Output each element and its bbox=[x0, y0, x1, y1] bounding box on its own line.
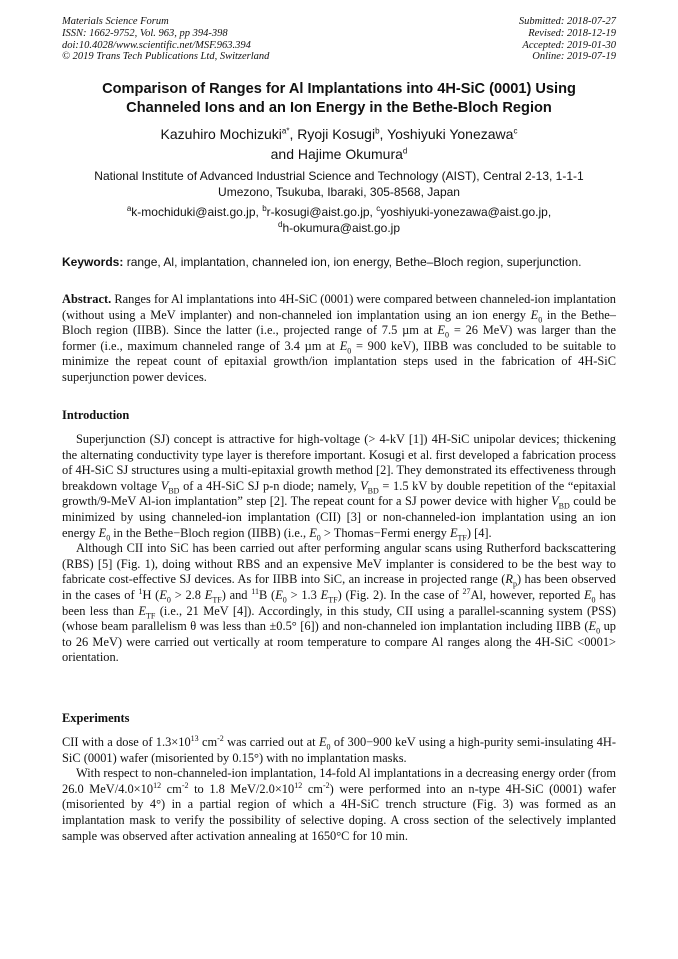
text: Superjunction (SJ) concept is attractive for high-voltage (> 4-kV [1]) 4H-SiC unipolar devices; thickening the alternating conductivity type layer is therefore important. Kosugi et al. first developed a fabrication process of 4H-SiC SJ structures using a multi-epitaxial growth method [2]. They demonstrated its effectiveness through breakdown voltage bbox=[62, 432, 616, 493]
abstract-text: in the Bethe–Bloch region (IIBB). Since the latter (i.e., projected range of 7.5 µm at bbox=[62, 307, 616, 338]
text: > 2.8 bbox=[174, 587, 201, 602]
symbol: E bbox=[309, 525, 317, 540]
symbol: TF bbox=[328, 595, 338, 605]
text: of a 4H-SiC SJ p-n diode; namely, bbox=[183, 478, 357, 493]
symbol: 13 bbox=[190, 733, 199, 743]
symbol: 0 bbox=[106, 533, 111, 543]
symbol: 0 bbox=[326, 742, 331, 752]
symbol: 12 bbox=[294, 780, 303, 790]
section-heading: Introduction bbox=[62, 408, 130, 422]
journal-header-left bbox=[62, 16, 269, 63]
author-mark: a* bbox=[281, 126, 290, 136]
text: was carried out at bbox=[227, 735, 316, 749]
symbol: 0 bbox=[316, 533, 321, 543]
symbol: -2 bbox=[181, 780, 189, 790]
symbol: V bbox=[160, 478, 169, 493]
email-mark: c bbox=[376, 204, 381, 213]
symbol: -2 bbox=[217, 733, 224, 743]
author-name: Yoshiyuki Yonezawa bbox=[387, 126, 514, 142]
abstract-text: = 900 keV), IIBB was concluded to be suitable to minimize the repeat count of epitaxial growth/ion implantation steps used in the fabrication of 4H-SiC superjunction power devices. bbox=[62, 338, 616, 384]
email-link[interactable]: h-okumura@aist.go.jp bbox=[282, 221, 401, 235]
email-list bbox=[62, 204, 616, 236]
symbol: E bbox=[588, 619, 597, 634]
text: cm bbox=[166, 781, 182, 796]
email-link[interactable]: r-kosugi@aist.go.jp, bbox=[266, 205, 373, 219]
keywords bbox=[62, 254, 616, 270]
symbol: E bbox=[530, 307, 539, 322]
symbol: E bbox=[437, 323, 445, 338]
accepted-date: Accepted: 2019-01-30 bbox=[522, 39, 616, 51]
text: Although CII into SiC has been carried out after performing angular scans using Rutherford backscattering (RBS) [5] (Fig. 1), doing without RBS and an expensive MeV implanter is considered to be the best way to fabricate cost-effective SJ devices. As for IIBB into SiC, an increase in projected range ( bbox=[62, 541, 616, 587]
symbol: 12 bbox=[153, 780, 162, 790]
text: CII with a dose of 1.3×10 bbox=[62, 735, 191, 749]
text: has been less than bbox=[62, 587, 616, 618]
paragraph bbox=[62, 766, 616, 844]
abstract-label: Abstract. bbox=[62, 292, 112, 306]
symbol: 0 bbox=[282, 595, 287, 605]
affiliation-line-1: National Institute of Advanced Industrial Science and Technology (AIST), Central 2-13, 1-1-1 bbox=[94, 169, 584, 183]
symbol: -2 bbox=[322, 780, 330, 790]
experiments-body bbox=[62, 735, 616, 844]
symbol: TF bbox=[457, 533, 467, 543]
symbol: BD bbox=[168, 486, 180, 496]
symbol: E bbox=[138, 603, 147, 618]
symbol: BD bbox=[367, 486, 379, 496]
symbol: E bbox=[339, 338, 348, 353]
text: B ( bbox=[259, 587, 276, 602]
symbol: E bbox=[449, 525, 458, 540]
email-link[interactable]: k-mochiduki@aist.go.jp, bbox=[131, 205, 259, 219]
journal-header-right bbox=[519, 16, 616, 63]
author-list: Kazuhiro Mochizuki$^{a*}$, Ryoji Kosugi$^b$, Yoshiyuki Yonezawa$^c$ and Hajime Okumura$^d$ bbox=[160, 126, 518, 162]
symbol: 27 bbox=[462, 586, 471, 596]
text: cm bbox=[202, 735, 218, 749]
symbol: 0 bbox=[445, 330, 449, 340]
issn: ISSN: 1662-9752, Vol. 963, pp 394-398 bbox=[62, 27, 228, 39]
symbol: E bbox=[98, 525, 107, 540]
author-name: Kazuhiro Mochizuki bbox=[160, 126, 282, 142]
author-mark: d bbox=[402, 146, 408, 156]
text: to 1.8 MeV/2.0×10 bbox=[194, 781, 295, 796]
text: ) [4]. bbox=[466, 525, 492, 540]
copyright: © 2019 Trans Tech Publications Ltd, Switzerland bbox=[62, 51, 270, 63]
symbol: R bbox=[505, 572, 513, 587]
symbol: 0 bbox=[347, 346, 352, 356]
symbol: V bbox=[360, 478, 368, 493]
symbol: E bbox=[318, 735, 327, 749]
abstract-text: Ranges for Al implantations into 4H-SiC (0001) were compared between channeled-ion implantation (without using a MeV implanter) and non-channeled ion implantation using an ion energy bbox=[62, 292, 616, 322]
email-mark: d bbox=[277, 220, 283, 229]
submitted-date: Submitted: 2018-07-27 bbox=[518, 16, 616, 27]
revised-date: Revised: 2018-12-19 bbox=[528, 27, 616, 39]
conjunction: and bbox=[270, 146, 294, 162]
journal-name: Materials Science Forum bbox=[62, 16, 169, 27]
paragraph bbox=[62, 735, 616, 766]
introduction-body bbox=[62, 432, 616, 666]
title-line-2: Channeled Ions and an Ion Energy in the Bethe-Bloch Region bbox=[126, 100, 552, 116]
text: could be minimized by using channeled-ion implantation (CII) [3] or non-channeled-ion implantation using an ion energy bbox=[62, 494, 616, 540]
symbol: BD bbox=[558, 501, 570, 511]
symbol: p bbox=[512, 579, 517, 589]
title-line-1: Comparison of Ranges for Al Implantations into 4H-SiC (0001) Using bbox=[102, 81, 576, 97]
symbol: 0 bbox=[591, 595, 596, 605]
author-mark: b bbox=[375, 126, 380, 136]
text: ) has been observed in the cases of bbox=[62, 572, 617, 602]
text: H ( bbox=[142, 587, 160, 602]
doi: doi:10.4028/www.scientific.net/MSF.963.394 bbox=[62, 39, 251, 51]
author-name: Hajime Okumura bbox=[297, 146, 403, 162]
email-link[interactable]: yoshiyuki-yonezawa@aist.go.jp, bbox=[380, 205, 552, 219]
paper-title bbox=[62, 80, 616, 118]
symbol: 0 bbox=[596, 626, 601, 636]
section-heading: Experiments bbox=[62, 711, 130, 725]
abstract bbox=[62, 292, 616, 386]
symbol: TF bbox=[212, 595, 222, 605]
paragraph bbox=[62, 432, 616, 541]
author-mark: c bbox=[513, 126, 518, 136]
abstract-text: = 26 MeV) was larger than the former (i.e., maximum channeled range of 3.4 µm at bbox=[62, 323, 616, 353]
symbol: E bbox=[583, 587, 592, 602]
author-name: Ryoji Kosugi bbox=[297, 126, 376, 142]
text: With respect to non-channeled-ion implantation, 14-fold Al implantations in a decreasing energy order (from 26.0 MeV/4.0×10 bbox=[62, 766, 616, 796]
text: in the Bethe−Bloch region (IIBB) (i.e., bbox=[113, 525, 307, 540]
email-mark: a bbox=[126, 204, 132, 213]
paragraph bbox=[62, 541, 616, 666]
symbol: E bbox=[204, 587, 213, 602]
keywords-text: range, Al, implantation, channeled ion, ion energy, Bethe–Bloch region, superjunction. bbox=[126, 255, 582, 269]
text: > 1.3 bbox=[290, 587, 317, 602]
symbol: 1 bbox=[138, 586, 143, 596]
symbol: 11 bbox=[251, 586, 259, 596]
affiliation-line-2: Umezono, Tsukuba, Ibaraki, 305-8568, Japan bbox=[218, 185, 460, 199]
affiliation bbox=[62, 168, 616, 200]
text: Al, however, reported bbox=[470, 587, 581, 602]
text: ) were performed into an n-type 4H-SiC (0001) wafer (misoriented by 4°) in a partial region of which a 4H-SiC trench structure (Fig. 3) was formed as an implantation mask to verify the possibility of selective doping. A cross section of the selectively implanted sample was observed after activation annealing at 1650°C for 10 min. bbox=[62, 781, 616, 843]
text: ) and bbox=[221, 587, 248, 602]
email-mark: b bbox=[262, 204, 267, 213]
symbol: 0 bbox=[166, 595, 171, 605]
keywords-label: Keywords: bbox=[62, 255, 124, 269]
text: (i.e., 21 MeV [4]). Accordingly, in this study, CII using a parallel-scanning system (PSS) (whose beam parallelism θ was less than ±0.5° [6]) and non-channeled ion implantation including IIBB ( bbox=[62, 603, 616, 634]
text: cm bbox=[307, 781, 323, 796]
symbol: E bbox=[320, 587, 329, 602]
text: ) (Fig. 2). In the case of bbox=[337, 587, 459, 602]
symbol: E bbox=[275, 587, 283, 602]
text: > Thomas−Fermi energy bbox=[323, 525, 447, 540]
symbol: 0 bbox=[538, 315, 543, 325]
symbol: TF bbox=[146, 611, 156, 620]
symbol: V bbox=[551, 494, 559, 509]
text: = 1.5 kV by double repetition of the “epitaxial growth/9-MeV Al-ion implantation” step [2]. The repeat count for a SJ power device with higher bbox=[62, 478, 616, 509]
online-date: Online: 2019-07-19 bbox=[532, 51, 616, 63]
symbol: E bbox=[159, 587, 167, 602]
text: of 300−900 keV using a high-purity semi-insulating 4H-SiC (0001) wafer (misoriented by 0.15°) with no implantation masks. bbox=[62, 735, 616, 765]
text: up to 26 MeV) were carried out vertically at room temperature to compare Al ranges along the 4H-SiC <0001> orientation. bbox=[62, 619, 616, 665]
